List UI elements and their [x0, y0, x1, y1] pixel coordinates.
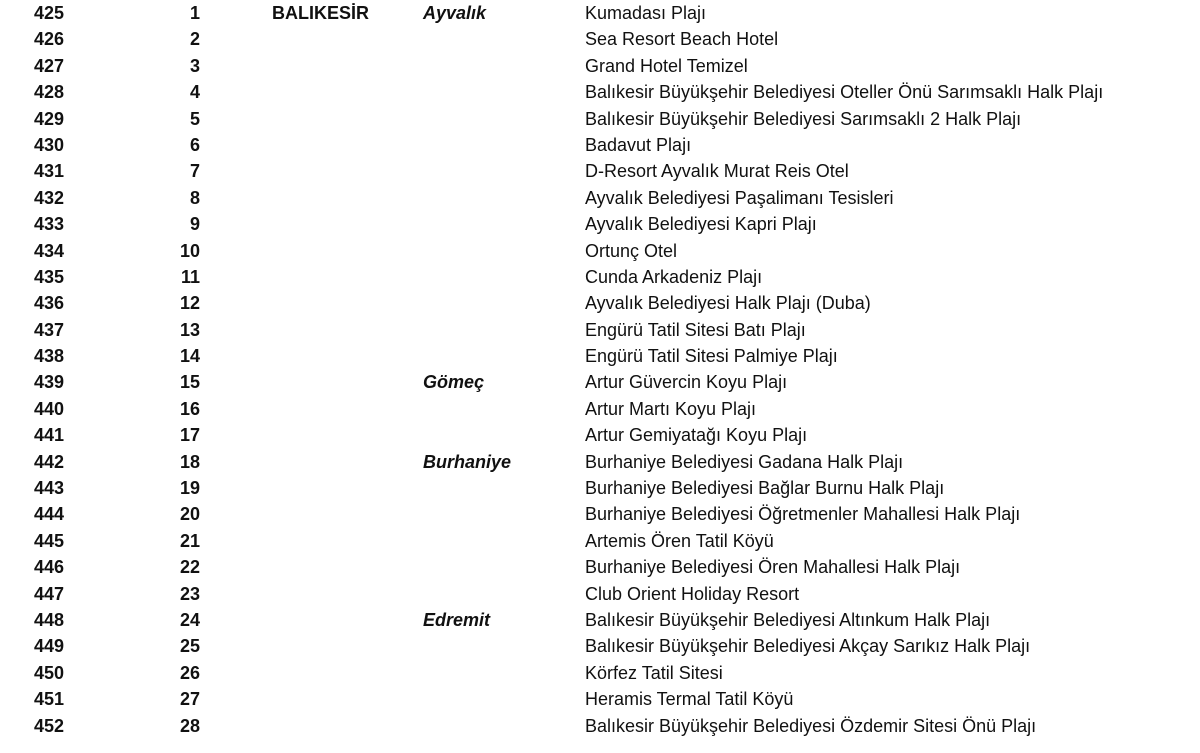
beach-name: Burhaniye Belediyesi Ören Mahallesi Halk Plajı — [585, 557, 961, 578]
beach-name: Cunda Arkadeniz Plajı — [585, 266, 763, 287]
local-number: 25 — [179, 636, 200, 657]
row-number: 428 — [34, 82, 65, 103]
district-name: Gömeç — [423, 372, 485, 393]
local-number: 10 — [179, 240, 200, 261]
table-row — [0, 607, 1200, 633]
beach-name: Kumadası Plajı — [585, 3, 707, 23]
district-name: Ayvalık — [423, 3, 487, 23]
row-number: 447 — [34, 583, 65, 604]
row-number: 435 — [34, 266, 65, 287]
local-number: 6 — [189, 134, 200, 155]
table-row — [0, 211, 1200, 237]
local-number: 23 — [179, 583, 200, 604]
table-row — [0, 396, 1200, 422]
local-number: 12 — [179, 293, 200, 314]
row-number: 448 — [34, 609, 65, 630]
beach-name: Ayvalık Belediyesi Halk Plajı (Duba) — [585, 293, 871, 314]
local-number: 4 — [189, 82, 200, 103]
table-row — [0, 475, 1200, 501]
local-number: 19 — [179, 478, 200, 499]
table-row — [0, 633, 1200, 659]
local-number: 11 — [180, 266, 200, 287]
row-number: 443 — [34, 478, 65, 499]
local-number: 8 — [189, 187, 200, 208]
local-number: 5 — [189, 108, 200, 129]
table-row — [0, 554, 1200, 580]
row-number: 438 — [34, 346, 65, 367]
beach-name: Grand Hotel Temizel — [585, 55, 748, 76]
table-row — [0, 369, 1200, 395]
beach-name: Artemis Ören Tatil Köyü — [585, 530, 774, 551]
row-number: 444 — [34, 504, 65, 525]
district-name: Burhaniye — [423, 451, 512, 472]
beach-name: Balıkesir Büyükşehir Belediyesi Oteller Önü Sarımsaklı Halk Plajı — [585, 82, 1104, 103]
local-number: 17 — [179, 425, 200, 446]
row-number: 431 — [34, 161, 65, 182]
row-number: 434 — [34, 240, 65, 261]
beach-name: Balıkesir Büyükşehir Belediyesi Altınkum Halk Plajı — [585, 609, 991, 630]
beach-name: Artur Gemiyatağı Koyu Plajı — [585, 425, 808, 446]
row-number: 446 — [34, 557, 65, 578]
local-number: 28 — [179, 715, 200, 736]
local-number: 26 — [179, 662, 200, 683]
table-row — [0, 106, 1200, 132]
beach-name: Balıkesir Büyükşehir Belediyesi Akçay Sarıkız Halk Plajı — [585, 636, 1031, 657]
local-number: 27 — [179, 689, 200, 710]
table-row — [0, 238, 1200, 264]
beach-name: Ayvalık Belediyesi Paşalimanı Tesisleri — [585, 187, 894, 208]
row-number: 427 — [34, 55, 65, 76]
local-number: 21 — [179, 530, 200, 551]
district-name: Edremit — [423, 609, 491, 630]
beach-name: D-Resort Ayvalık Murat Reis Otel — [585, 161, 849, 182]
table-row — [0, 449, 1200, 475]
beach-name: Badavut Plajı — [585, 134, 692, 155]
table-row — [0, 185, 1200, 211]
row-number: 450 — [34, 662, 65, 683]
beach-name: Ayvalık Belediyesi Kapri Plajı — [585, 214, 817, 235]
table-row — [0, 158, 1200, 184]
local-number: 3 — [189, 55, 200, 76]
local-number: 16 — [179, 398, 200, 419]
table-row — [0, 713, 1200, 739]
beach-name: Balıkesir Büyükşehir Belediyesi Sarımsaklı 2 Halk Plajı — [585, 108, 1022, 129]
beach-name: Burhaniye Belediyesi Bağlar Burnu Halk Plajı — [585, 478, 945, 499]
local-number: 24 — [179, 609, 200, 630]
beach-name: Burhaniye Belediyesi Öğretmenler Mahallesi Halk Plajı — [585, 504, 1021, 525]
row-number: 452 — [34, 715, 65, 736]
local-number: 18 — [179, 451, 200, 472]
row-number: 440 — [34, 398, 65, 419]
table-row — [0, 660, 1200, 686]
beach-name: Heramis Termal Tatil Köyü — [585, 689, 794, 710]
local-number: 22 — [179, 557, 200, 578]
local-number: 7 — [189, 161, 200, 182]
table-row — [0, 53, 1200, 79]
row-number: 437 — [34, 319, 65, 340]
beach-name: Körfez Tatil Sitesi — [585, 662, 723, 683]
table-row — [0, 26, 1200, 52]
row-number: 433 — [34, 214, 65, 235]
table-row — [0, 0, 1200, 26]
local-number: 1 — [189, 3, 200, 23]
table-row — [0, 528, 1200, 554]
beach-name: Club Orient Holiday Resort — [585, 583, 800, 604]
table-row — [0, 79, 1200, 105]
row-number: 445 — [34, 530, 65, 551]
row-number: 436 — [34, 293, 65, 314]
row-number: 441 — [34, 425, 65, 446]
row-number: 426 — [34, 29, 65, 50]
row-number: 432 — [34, 187, 65, 208]
local-number: 9 — [189, 214, 200, 235]
local-number: 13 — [179, 319, 200, 340]
table-row — [0, 264, 1200, 290]
row-number: 439 — [34, 372, 65, 393]
beach-name: Ortunç Otel — [585, 240, 678, 261]
table-row — [0, 317, 1200, 343]
row-number: 442 — [34, 451, 65, 472]
row-number: 451 — [34, 689, 65, 710]
province-name: BALIKESİR — [272, 3, 370, 23]
table-row — [0, 132, 1200, 158]
table-row — [0, 686, 1200, 712]
beach-name: Sea Resort Beach Hotel — [585, 29, 779, 50]
beach-name: Engürü Tatil Sitesi Palmiye Plajı — [585, 346, 838, 367]
local-number: 20 — [179, 504, 200, 525]
local-number: 2 — [189, 29, 200, 50]
row-number: 430 — [34, 134, 65, 155]
row-number: 429 — [34, 108, 65, 129]
table-row — [0, 422, 1200, 448]
beach-name: Engürü Tatil Sitesi Batı Plajı — [585, 319, 806, 340]
local-number: 15 — [179, 372, 200, 393]
beach-name: Artur Güvercin Koyu Plajı — [585, 372, 788, 393]
row-number: 449 — [34, 636, 65, 657]
beach-name: Burhaniye Belediyesi Gadana Halk Plajı — [585, 451, 904, 472]
beach-name: Balıkesir Büyükşehir Belediyesi Özdemir Sitesi Önü Plajı — [585, 715, 1037, 736]
table-row — [0, 501, 1200, 527]
row-number: 425 — [34, 3, 65, 23]
table-row — [0, 290, 1200, 316]
local-number: 14 — [179, 346, 200, 367]
beach-name: Artur Martı Koyu Plajı — [585, 398, 757, 419]
table-row — [0, 343, 1200, 369]
table-row — [0, 581, 1200, 607]
